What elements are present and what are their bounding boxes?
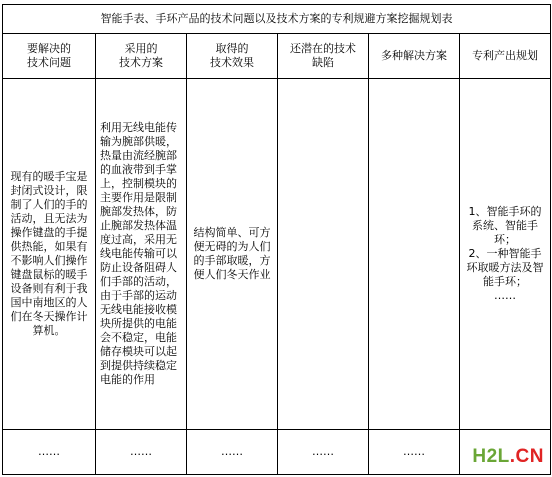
watermark-part1: H2L — [472, 446, 510, 467]
header-effect: 取得的 技术效果 — [187, 34, 278, 79]
footer-cell-3: …… — [187, 430, 278, 475]
cell-effect: 结构简单、可方便无碍的为人们的手部取暖，方便人们冬天作业 — [187, 79, 278, 430]
watermark-logo — [472, 447, 544, 467]
header-plan: 专利产出规划 — [460, 34, 551, 79]
header-solution: 采用的 技术方案 — [96, 34, 187, 79]
table-title: 智能手表、手环产品的技术问题以及技术方案的专利规避方案挖掘规划表 — [3, 5, 551, 34]
header-alternatives: 多种解决方案 — [369, 34, 460, 79]
footer-cell-2: …… — [96, 430, 187, 475]
header-problem: 要解决的 技术问题 — [3, 34, 96, 79]
watermark-part2: .CN — [509, 446, 544, 467]
cell-alternatives — [369, 79, 460, 430]
cell-solution: 利用无线电能传输为腕部供暖，热量由流经腕部的血液带到手掌上，控制模块的主要作用是限制腕部发热体，防止腕部发热体温度过高，采用无线电能传输可以防止设备阻碍人们手部的活动，由于手部的运动无线电能接收模块所提供的电能会不稳定，电能储存模块可以起到提供持续稳定电能的作用 — [96, 79, 187, 430]
footer-cell-5: …… — [369, 430, 460, 475]
footer-cell-1: …… — [3, 430, 96, 475]
header-defects: 还潜在的技术 缺陷 — [278, 34, 369, 79]
footer-cell-4: …… — [278, 430, 369, 475]
patent-planning-table — [2, 4, 551, 475]
cell-problem: 现有的暖手宝是封闭式设计，限制了人们的手的活动，且无法为操作键盘的手提供热能，如果有不影响人们操作键盘鼠标的暖手设备则有利于我国中南地区的人们在冬天操作计算机。 — [3, 79, 96, 430]
cell-plan: 1、智能手环的系统、智能手环； 2、一种智能手环取暖方法及智能手环； …… — [460, 79, 551, 430]
cell-defects — [278, 79, 369, 430]
